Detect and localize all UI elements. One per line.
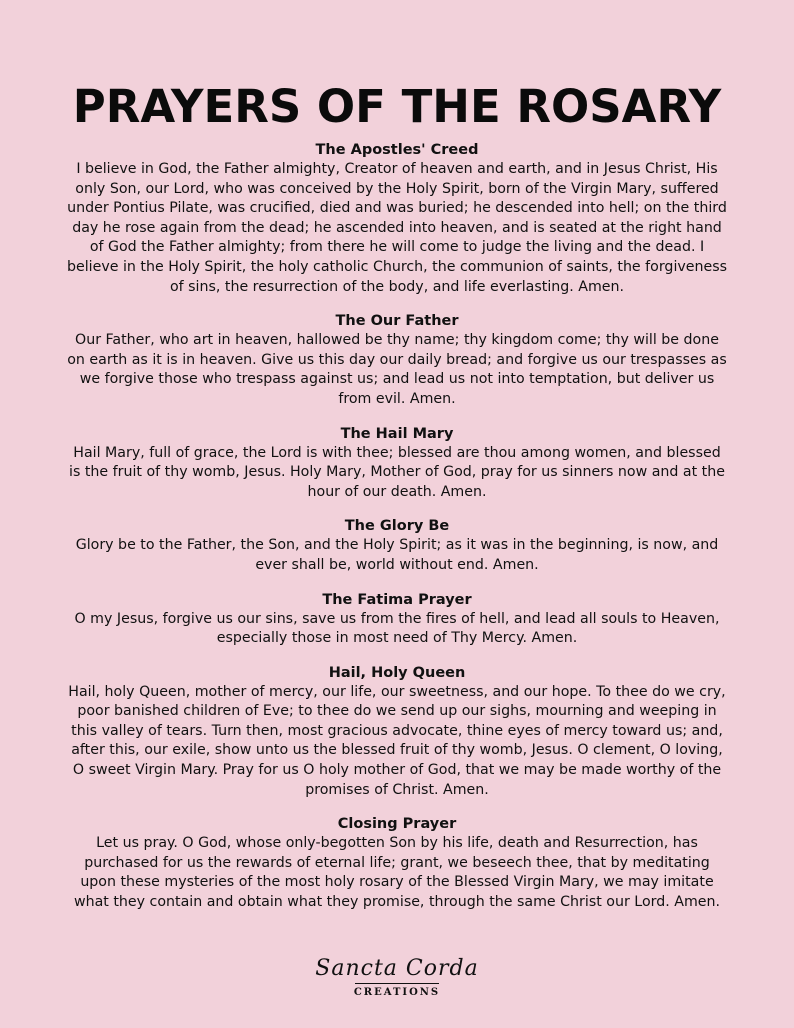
logo-script-text: Sancta Corda (315, 956, 479, 981)
prayer-text: Our Father, who art in heaven, hallowed be thy name; thy kingdom come; thy will be done on earth as it is in heaven. Give us this day our daily bread; and forgive us our trespasses as we forgive those who trespass against us; and lead us not into temptation, but deliver us from evil. Amen. (67, 332, 727, 407)
prayer-text: Hail, holy Queen, mother of mercy, our life, our sweetness, and our hope. To thee do we cry, poor banished children of Eve; to thee do we send up our sighs, mourning and weeping in this valley of tears. Turn then, most gracious advocate, thine eyes of mercy toward us; and, after this, our exile, show unto us the blessed fruit of thy womb, Jesus. O clement, O loving, O sweet Virgin Mary. Pray for us O holy mother of God, that we may be made worthy of the promises of Christ. Amen. (68, 683, 726, 798)
prayer-heading: Closing Prayer (337, 816, 457, 833)
prayer-hail-mary (67, 424, 727, 503)
prayer-text: I believe in God, the Father almighty, Creator of heaven and earth, and in Jesus Christ, His only Son, our Lord, who was conceived by the Holy Spirit, born of the Virgin Mary, suffered under Pontius Pilate, was crucified, died and was buried; he descended into hell; on the third day he rose again from the dead; he ascended into heaven, and is seated at the right hand of God the Father almighty; from there he will come to judge the living and the dead. I believe in the Holy Spirit, the holy catholic Church, the communion of saints, the forgiveness of sins, the resurrection of the body, and life everlasting. Amen. (67, 161, 728, 295)
prayer-text: Glory be to the Father, the Son, and the Holy Spirit; as it was in the beginning, is now, and ever shall be, world without end. Amen. (75, 537, 719, 573)
page-title: PRAYERS OF THE ROSARY (72, 80, 722, 133)
prayer-our-father (67, 311, 727, 409)
prayer-glory-be (67, 516, 727, 575)
prayer-heading: The Our Father (335, 313, 459, 330)
prayer-fatima (67, 590, 727, 649)
prayer-heading: The Glory Be (344, 518, 450, 535)
prayer-text: Let us pray. O God, whose only-begotten Son by his life, death and Resurrection, has purchased for us the rewards of eternal life; grant, we beseech thee, that by meditating upon these mysteries of the most holy rosary of the Blessed Virgin Mary, we may imitate what they contain and obtain what they promise, through the same Christ our Lord. Amen. (73, 835, 720, 911)
prayer-heading: The Fatima Prayer (322, 591, 472, 608)
prayer-apostles-creed (67, 140, 727, 297)
prayer-text: O my Jesus, forgive us our sins, save us from the fires of hell, and lead all souls to Heaven, especially those in most need of Thy Mercy. Amen. (74, 610, 720, 647)
prayer-closing (67, 814, 727, 912)
prayer-heading: Hail, Holy Queen (328, 664, 466, 681)
prayer-hail-holy-queen (67, 663, 727, 801)
prayer-text: Hail Mary, full of grace, the Lord is with thee; blessed are thou among women, and blessed is the fruit of thy womb, Jesus. Holy Mary, Mother of God, pray for us sinners now and at the hour of our death. Amen. (69, 444, 725, 500)
logo-divider (355, 983, 439, 984)
logo-subtitle: CREATIONS (353, 987, 441, 998)
prayer-heading: The Apostles' Creed (315, 142, 479, 158)
brand-logo (0, 956, 794, 999)
prayer-heading: The Hail Mary (340, 425, 454, 442)
